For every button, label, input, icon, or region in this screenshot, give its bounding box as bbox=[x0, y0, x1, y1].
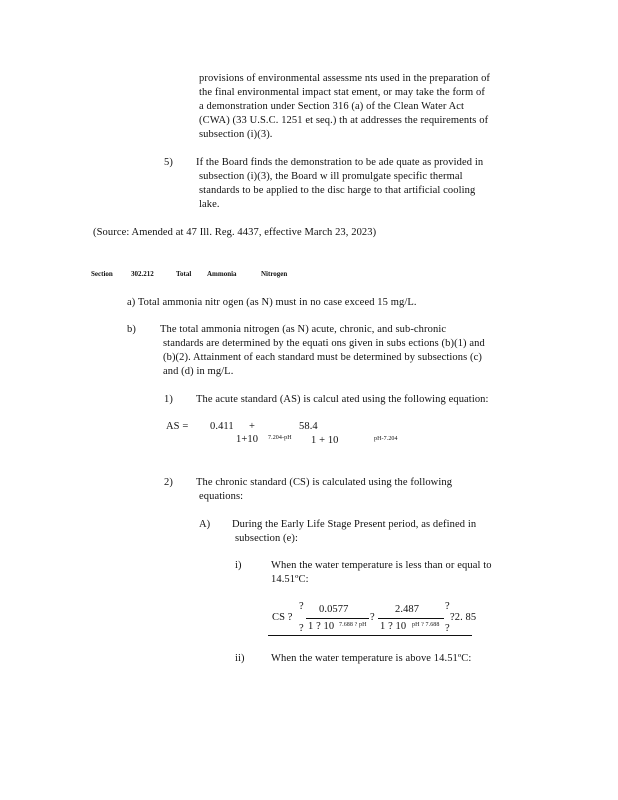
text-line: the final environmental impact stat ement, or may take the form of bbox=[199, 87, 485, 98]
text-line: standards are determined by the equati ons given in subs ections (b)(1) and bbox=[163, 338, 485, 349]
section-title-word: Nitrogen bbox=[261, 270, 288, 278]
text-line: The acute standard (AS) is calcul ated using the following equation: bbox=[196, 394, 489, 405]
equation-bracket: ? bbox=[299, 601, 304, 612]
text-line: subsection (e): bbox=[235, 533, 299, 544]
equation-exponent: 7.688 ? pH bbox=[339, 622, 367, 628]
equation-numerator: 58.4 bbox=[299, 421, 318, 432]
text-line: provisions of environmental assessme nts used in the preparation of bbox=[199, 73, 491, 84]
text-line: The chronic standard (CS) is calculated using the following bbox=[196, 477, 453, 488]
equation-bracket: ? bbox=[445, 601, 450, 612]
item-number: i) bbox=[235, 560, 242, 571]
text-line: standards to be applied to the disc harge to that artificial cooling bbox=[199, 185, 476, 196]
equation-denominator: 1 ? 10 bbox=[380, 621, 407, 632]
equation-bracket: ? bbox=[299, 623, 304, 634]
equation-numerator: 0.0577 bbox=[319, 604, 349, 615]
equation-operator: ? bbox=[370, 612, 375, 623]
equation-numerator: 2.487 bbox=[395, 604, 420, 615]
item-number: 5) bbox=[164, 157, 173, 168]
section-label: Section bbox=[91, 270, 113, 278]
equation-exponent: pH ? 7.688 bbox=[412, 622, 440, 628]
text-line: (b)(2). Attainment of each standard must be determined by subsections (c) bbox=[163, 352, 482, 363]
item-number: A) bbox=[199, 519, 211, 530]
equation-denominator: 1 + 10 bbox=[311, 435, 339, 446]
text-line: The total ammonia nitrogen (as N) acute, chronic, and sub-chronic bbox=[160, 324, 447, 335]
text-line: and (d) in mg/L. bbox=[163, 366, 234, 377]
text-line: equations: bbox=[199, 491, 244, 502]
text-line: 14.51ºC: bbox=[271, 574, 309, 585]
text-line: If the Board finds the demonstration to be ade quate as provided in bbox=[196, 157, 484, 168]
text-line: subsection (i)(3), the Board w ill promulgate specific thermal bbox=[199, 171, 463, 182]
text-line: When the water temperature is less than or equal to bbox=[271, 560, 492, 571]
equation-denominator: 1+10 bbox=[236, 434, 259, 445]
equation-numerator: 0.411 bbox=[210, 421, 234, 432]
section-title-word: Ammonia bbox=[207, 270, 237, 278]
equation-underline bbox=[268, 635, 472, 636]
text-line: a demonstration under Section 316 (a) of the Clean Water Act bbox=[199, 101, 465, 112]
text-line: When the water temperature is above 14.51ºC: bbox=[271, 653, 472, 664]
section-number: 302.212 bbox=[131, 270, 154, 278]
section-title-word: Total bbox=[176, 270, 192, 278]
item-number: 2) bbox=[164, 477, 173, 488]
text-line: (CWA) (33 U.S.C. 1251 et seq.) th at addresses the requirements of bbox=[199, 115, 489, 126]
equation-exponent: pH-7.204 bbox=[374, 436, 398, 442]
equation-denominator: 1 ? 10 bbox=[308, 621, 335, 632]
item-number: ii) bbox=[235, 653, 245, 664]
equation-lhs: AS = bbox=[166, 421, 189, 432]
item-number: 1) bbox=[164, 394, 173, 405]
text-line: During the Early Life Stage Present period, as defined in bbox=[232, 519, 477, 530]
text-line: subsection (i)(3). bbox=[199, 129, 273, 140]
subsection-a: a) Total ammonia nitr ogen (as N) must in no case exceed 15 mg/L. bbox=[127, 297, 417, 308]
source-note: (Source: Amended at 47 Ill. Reg. 4437, effective March 23, 2023) bbox=[93, 227, 377, 238]
item-number: b) bbox=[127, 324, 136, 335]
equation-operator: + bbox=[249, 421, 256, 432]
text-line: lake. bbox=[199, 199, 220, 210]
equation-exponent: 7.204-pH bbox=[268, 435, 292, 441]
equation-tail: ?2. 85 bbox=[450, 612, 477, 623]
equation-bracket: ? bbox=[445, 623, 450, 634]
equation-lhs: CS ? bbox=[272, 612, 293, 623]
